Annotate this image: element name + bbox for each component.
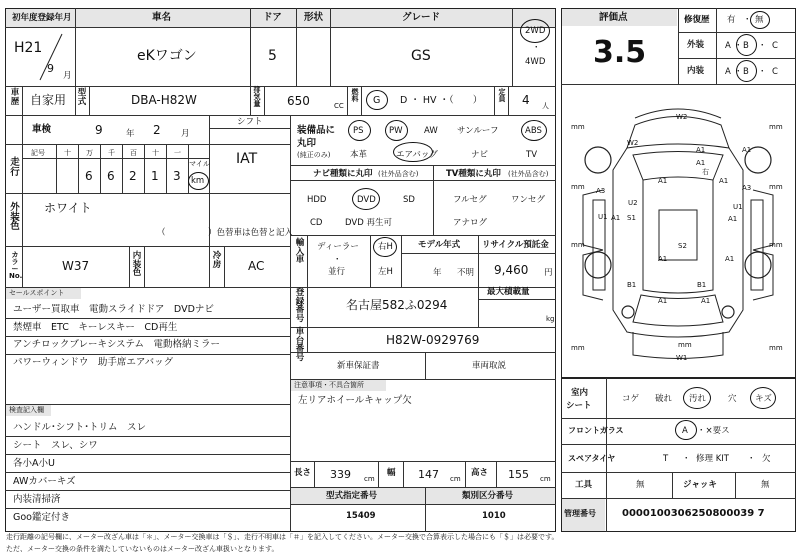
mm-1: mm: [571, 123, 585, 131]
tv-header: TV種類に丸印: [446, 169, 501, 179]
cap-header: 定員: [498, 88, 506, 104]
tv-one: ワンセグ: [511, 195, 546, 205]
score-value: 3.5: [593, 35, 647, 70]
navi-header: ナビ種類に丸印: [313, 169, 373, 179]
mark-a1-c: A1: [696, 159, 706, 167]
import-dot: ・: [333, 255, 342, 265]
seat-koge: コゲ: [622, 394, 640, 404]
disp-header: 排気量: [253, 86, 261, 109]
tv-sub: (社外品含む): [508, 170, 549, 178]
classno-header: 類別区分番号: [462, 491, 514, 501]
height-unit: cm: [540, 475, 551, 483]
navi-sd: SD: [403, 195, 415, 205]
inspector-line-1: ハンドル･シフト･トリム スレ: [13, 422, 147, 433]
mileage-unit-7: マイル: [189, 160, 210, 168]
ext-a: A: [725, 41, 731, 51]
selling-line-2: 禁煙車 ETC キーレスキー CD再生: [13, 322, 178, 333]
seat-yabure: 破れ: [655, 394, 673, 404]
selling-header: セールスポイント: [9, 289, 65, 297]
mark-a1-f: A1: [611, 214, 621, 222]
mark-s2: S2: [678, 242, 687, 250]
mark-b1-b: B1: [697, 281, 707, 289]
height-header: 高さ: [471, 468, 489, 478]
model-value: DBA-H82W: [131, 93, 197, 107]
mm-4: mm: [769, 183, 783, 191]
length-header: 長さ: [294, 468, 312, 478]
manage-header: 管理番号: [564, 509, 596, 518]
fuel-others: D ・ HV ・（ ）: [400, 95, 483, 106]
mark-b1-a: B1: [627, 281, 637, 289]
mark-w2: W2: [676, 113, 688, 121]
ac-value: AC: [248, 259, 265, 273]
drive-4wd: 4WD: [525, 57, 546, 67]
seat-header-1: 室内: [571, 388, 589, 398]
grade-header: グレード: [402, 12, 441, 23]
ext-dot1: ・: [734, 41, 743, 51]
mileage-digit-4: 1: [151, 169, 159, 183]
shift-header: シフト: [237, 117, 263, 127]
width-unit: cm: [450, 475, 461, 483]
modelyear-unit: 年: [433, 268, 442, 278]
mileage-unit-6: 一: [174, 149, 181, 157]
equip-abs: ABS: [525, 126, 542, 136]
inspector-header: 検査記入欄: [9, 406, 44, 414]
seat-header-2: シート: [566, 401, 592, 411]
mark-a1-a: A1: [696, 146, 706, 154]
maxload-unit: kg: [546, 315, 555, 323]
fuel-header: 燃料: [351, 88, 359, 104]
equip-ps: PS: [353, 126, 364, 136]
mileage-unit-3: 千: [108, 149, 115, 157]
shift-value: IAT: [236, 151, 258, 167]
car-diagram: [563, 100, 793, 372]
ac-header: 冷房: [212, 251, 222, 270]
warranty-book: 新車保証書: [337, 361, 380, 371]
import-dealer: ディーラー: [317, 242, 359, 252]
equip-pw: PW: [389, 126, 403, 136]
mm-5: mm: [571, 241, 585, 249]
plate-header: 登録番号: [295, 288, 305, 324]
door-value: 5: [268, 48, 277, 64]
jack-value: 無: [761, 480, 770, 490]
mileage-unit-km: km: [191, 176, 205, 186]
spare-dot2: ・: [747, 454, 756, 464]
mm-2: mm: [769, 123, 783, 131]
modelyear-header: モデル年式: [418, 240, 461, 250]
spare-missing: 欠: [762, 454, 771, 464]
colorno-value: W37: [62, 259, 90, 273]
drive-dot: ・: [532, 43, 541, 53]
recycle-unit: 円: [544, 268, 553, 278]
inspector-line-5: 内装清掃済: [13, 494, 61, 505]
vehicle-manual: 車両取説: [472, 361, 507, 371]
tools-header: 工具: [575, 480, 593, 490]
inspect-month-unit: 月: [181, 129, 190, 139]
cap-value: 4: [522, 93, 530, 107]
colorno-header: カラーNo.: [9, 251, 23, 281]
int-a: A: [725, 67, 731, 77]
length-value: 339: [330, 468, 351, 481]
mark-u2: U2: [628, 199, 638, 207]
drive-2wd: 2WD: [525, 26, 546, 36]
jack-header: ジャッキ: [683, 480, 717, 490]
equip-header-3: (純正のみ): [297, 151, 331, 159]
mark-a1-b: A1: [742, 146, 752, 154]
mileage-digit-1: 6: [85, 169, 93, 183]
ext-c: C: [772, 41, 778, 51]
int-b: B: [743, 67, 749, 77]
mark-w1: W1: [676, 354, 688, 362]
equip-tv: TV: [526, 150, 538, 160]
tools-value: 無: [636, 480, 645, 490]
typeno-value: 15409: [346, 511, 376, 521]
ext-b: B: [743, 41, 749, 51]
mark-a1-g: A1: [728, 215, 738, 223]
chassis-value: H82W-0929769: [386, 333, 480, 347]
color-header: 外装色: [10, 202, 20, 233]
repair-no: 無: [755, 15, 764, 25]
typeno-header: 型式指定番号: [326, 491, 378, 501]
use-value: 自家用: [30, 93, 67, 107]
equip-sunroof: サンルーフ: [457, 126, 499, 136]
tv-analog: アナログ: [453, 218, 488, 228]
mileage-unit-2: 万: [86, 149, 93, 157]
handle-right: 右H: [378, 242, 393, 252]
import-parallel: 並行: [328, 267, 346, 277]
handle-left: 左H: [378, 267, 393, 277]
color-value: ホワイト: [44, 201, 92, 215]
selling-line-4: パワーウィンドウ 助手席エアバッグ: [13, 357, 174, 368]
int-dot2: ・: [758, 67, 767, 77]
mark-right: 右: [702, 168, 709, 176]
fuel-g: G: [373, 95, 381, 106]
model-header: 型式: [77, 88, 87, 107]
inspector-line-3: 各小A小U: [13, 458, 55, 469]
mm-6: mm: [769, 241, 783, 249]
door-header: ドア: [263, 12, 282, 23]
score-header: 評価点: [599, 12, 628, 23]
mileage-digit-3: 2: [129, 169, 137, 183]
glass-a: A: [682, 426, 688, 436]
shape-header: 形状: [304, 12, 324, 23]
repair-dot: ・: [743, 15, 752, 25]
inspect-header: 車検: [32, 124, 52, 135]
repair-header: 修復歴: [684, 15, 710, 25]
import-header: 輸入車: [295, 238, 305, 266]
spare-t: T: [663, 454, 669, 464]
reg-header: 初年度登録年月: [12, 13, 72, 23]
interior-header: 内装色: [132, 251, 142, 279]
selling-line-3: アンチロックブレーキシステム 電動格納ミラー: [13, 339, 221, 350]
grade-value: GS: [411, 48, 431, 64]
navi-dvd: DVD: [357, 195, 376, 205]
reg-era: H21: [14, 40, 43, 56]
cap-unit: 人: [542, 102, 549, 110]
navi-dvdplay: DVD 再生可: [345, 218, 392, 228]
tv-full: フルセグ: [453, 195, 487, 205]
mileage-header: 走行: [10, 157, 20, 178]
mark-u1-a: U1: [733, 203, 743, 211]
modelyear-value: 不明: [457, 268, 475, 278]
footer-note-1: 走行距離の記号欄に、メーター改ざん車は「＊」、メーター交換車は「＄」、走行不明車は「＃」を記入してください。メーター交換で合算表示した場合にも「＄」は必要です。: [6, 533, 559, 541]
mark-a1-j: A1: [658, 297, 668, 305]
equip-aw: AW: [424, 126, 438, 136]
mileage-unit-1: 十: [64, 149, 71, 157]
mm-3: mm: [571, 183, 585, 191]
inspect-month: 2: [153, 123, 161, 137]
spare-dot1: ・: [682, 454, 691, 464]
selling-line-1: ユーザー買取車 電動スライドドア DVDナビ: [13, 304, 214, 315]
mileage-digit-2: 6: [107, 169, 115, 183]
equip-navi: ナビ: [471, 150, 489, 160]
glass-header: フロントガラス: [568, 426, 624, 435]
int-header: 内装: [687, 66, 705, 76]
navi-sub: (社外品含む): [378, 170, 419, 178]
mileage-unit-0: 記号: [31, 149, 45, 157]
footer-note-2: ただ、メーター交換の条件を満たしていないものはメーター改ざん車扱いとなります。: [6, 545, 279, 553]
seat-hole: 穴: [728, 394, 737, 404]
inspector-line-2: シート スレ、シワ: [13, 440, 98, 451]
notes-value: 左リアホイールキャップ欠: [298, 395, 412, 406]
inspector-line-6: Goo鑑定付き: [13, 512, 70, 523]
color-note: （ ）色替車は色替と記入: [157, 228, 294, 238]
ext-header: 外装: [687, 40, 705, 50]
ext-dot2: ・: [758, 41, 767, 51]
mark-w2b: W2: [627, 139, 639, 147]
mm-9: mm: [678, 341, 692, 349]
mark-a1-k: A1: [701, 297, 711, 305]
manage-value: 0000100306250800039 7: [622, 508, 765, 519]
disp-unit: CC: [334, 102, 344, 110]
equip-airbag: エアバッグ: [396, 150, 438, 160]
car-header: 車名: [152, 12, 172, 23]
equip-header-1: 装備品に: [297, 125, 336, 136]
maxload-header: 最大積載量: [487, 287, 530, 297]
mileage-unit-4: 百: [130, 149, 137, 157]
mark-a3-a: A3: [596, 187, 606, 195]
width-header: 幅: [387, 468, 396, 478]
mm-7: mm: [571, 344, 585, 352]
int-dot1: ・: [734, 67, 743, 77]
notes-header: 注意事項・不具合箇所: [294, 381, 364, 389]
car-name: eKワゴン: [137, 48, 197, 64]
width-value: 147: [418, 468, 439, 481]
seat-dirt: 汚れ: [689, 394, 707, 404]
recycle-header: リサイクル預託金: [482, 240, 549, 250]
spare-kit: 修理 KIT: [696, 454, 729, 464]
inspect-year-unit: 年: [126, 129, 135, 139]
int-c: C: [772, 67, 778, 77]
navi-cd: CD: [310, 218, 323, 228]
equip-header-2: 丸印: [297, 138, 317, 149]
reg-month: 9: [47, 62, 54, 75]
length-unit: cm: [364, 475, 375, 483]
reg-month-unit: 月: [63, 71, 72, 81]
mm-8: mm: [769, 344, 783, 352]
mark-a3-b: A3: [742, 184, 752, 192]
mark-s1: S1: [627, 214, 636, 222]
mileage-digit-5: 3: [173, 169, 181, 183]
recycle-value: 9,460: [494, 263, 529, 277]
seat-scratch: キズ: [755, 394, 772, 404]
mark-a1-d: A1: [658, 177, 668, 185]
repair-yes: 有: [727, 15, 736, 25]
mark-a1-i: A1: [725, 255, 735, 263]
inspect-year: 9: [95, 123, 103, 137]
inspector-line-4: AWカバーキズ: [13, 476, 76, 487]
mark-a1-e: A1: [719, 177, 729, 185]
glass-rest: ・×要ス: [697, 426, 730, 436]
plate-value: 名古屋582ふ0294: [346, 298, 448, 312]
navi-hdd: HDD: [307, 195, 327, 205]
classno-value: 1010: [482, 511, 506, 521]
mileage-unit-5: 十: [152, 149, 159, 157]
equip-leather: 本革: [350, 150, 368, 160]
chassis-header: 車台番号: [295, 327, 305, 363]
mark-u1-b: U1: [598, 213, 608, 221]
mark-a1-h: A1: [658, 255, 668, 263]
use-header: 車歴: [10, 88, 20, 107]
spare-header: スペアタイヤ: [568, 454, 616, 463]
height-value: 155: [508, 468, 529, 481]
disp-value: 650: [287, 94, 310, 108]
